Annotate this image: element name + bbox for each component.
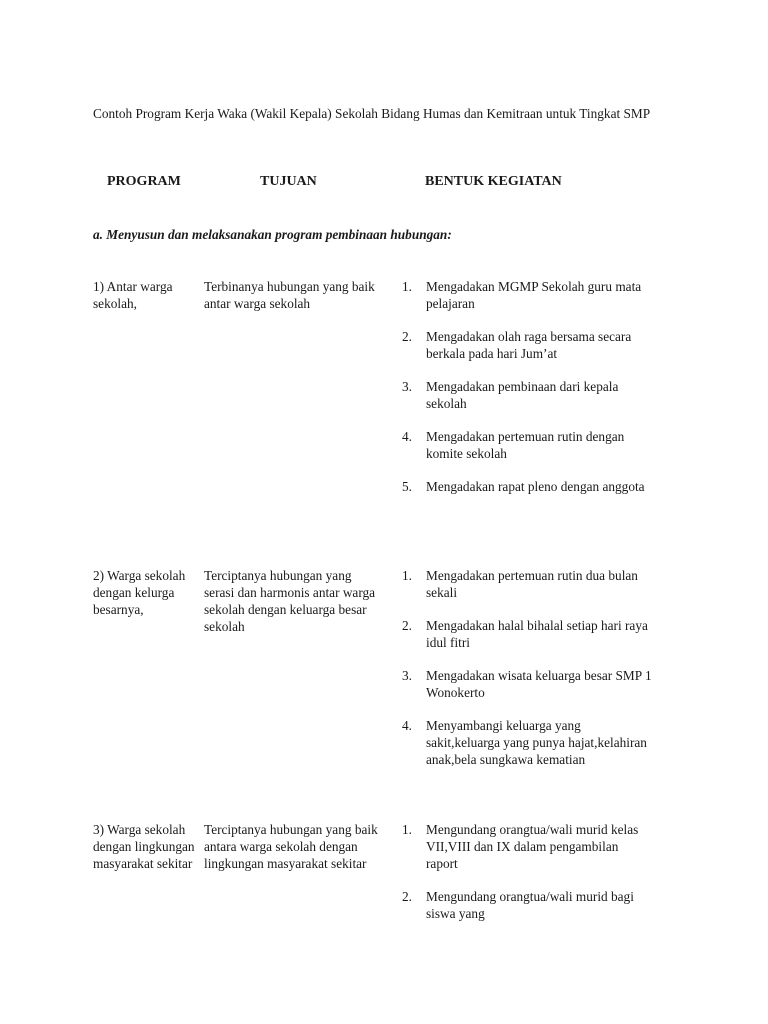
item-number: 1. (402, 822, 412, 837)
item-text: Mengadakan rapat pleno dengan anggota (426, 479, 645, 494)
kegiatan-item (402, 278, 652, 312)
item-text: Menyambangi keluarga yang sakit,keluarga yang punya hajat,kelahiran anak,bela sungkawa kematian (426, 718, 647, 767)
item-text: Mengadakan pembinaan dari kepala sekolah (426, 379, 619, 411)
kegiatan-item (402, 478, 652, 495)
kegiatan-item (402, 328, 652, 362)
item-number: 1. (402, 279, 412, 294)
item-text: Mengadakan olah raga bersama secara berkala pada hari Jum’at (426, 329, 632, 361)
kegiatan-list (402, 821, 652, 938)
item-number: 2. (402, 618, 412, 633)
item-number: 3. (402, 668, 412, 683)
item-number: 5. (402, 479, 412, 494)
section-heading-a: a. Menyusun dan melaksanakan program pembinaan hubungan: (93, 227, 452, 242)
kegiatan-item (402, 717, 652, 768)
kegiatan-list (402, 567, 652, 784)
kegiatan-item (402, 617, 652, 651)
program-cell: 1) Antar warga sekolah, (93, 279, 173, 311)
kegiatan-item (402, 428, 652, 462)
tujuan-cell: Terbinanya hubungan yang baik antar warga sekolah (204, 279, 375, 311)
item-text: Mengadakan wisata keluarga besar SMP 1 Wonokerto (426, 668, 652, 700)
kegiatan-list (402, 278, 652, 511)
document-title: Contoh Program Kerja Waka (Wakil Kepala) Sekolah Bidang Humas dan Kemitraan untuk Tingkat SMP (93, 106, 651, 121)
program-cell: 2) Warga sekolah dengan kelurga besarnya, (93, 568, 186, 617)
item-number: 4. (402, 429, 412, 444)
item-text: Mengadakan MGMP Sekolah guru mata pelajaran (426, 279, 642, 311)
kegiatan-item (402, 378, 652, 412)
item-text: Mengundang orangtua/wali murid bagi siswa yang (426, 889, 634, 921)
header-tujuan: TUJUAN (260, 174, 317, 189)
kegiatan-item (402, 667, 652, 701)
item-number: 2. (402, 889, 412, 904)
kegiatan-item (402, 888, 652, 922)
kegiatan-item (402, 821, 652, 872)
item-number: 2. (402, 329, 412, 344)
item-text: Mengadakan pertemuan rutin dua bulan sekali (426, 568, 638, 600)
header-program: PROGRAM (107, 174, 181, 189)
header-bentuk-kegiatan: BENTUK KEGIATAN (425, 174, 562, 189)
item-number: 1. (402, 568, 412, 583)
kegiatan-item (402, 567, 652, 601)
item-text: Mengadakan halal bihalal setiap hari raya idul fitri (426, 618, 648, 650)
item-text: Mengadakan pertemuan rutin dengan komite sekolah (426, 429, 625, 461)
program-cell: 3) Warga sekolah dengan lingkungan masyarakat sekitar (93, 822, 195, 871)
tujuan-cell: Terciptanya hubungan yang serasi dan harmonis antar warga sekolah dengan keluarga besar sekolah (204, 568, 376, 634)
item-text: Mengundang orangtua/wali murid kelas VII,VIII dan IX dalam pengambilan raport (426, 822, 639, 871)
item-number: 4. (402, 718, 412, 733)
tujuan-cell: Terciptanya hubungan yang baik antara warga sekolah dengan lingkungan masyarakat sekitar (204, 822, 378, 871)
item-number: 3. (402, 379, 412, 394)
